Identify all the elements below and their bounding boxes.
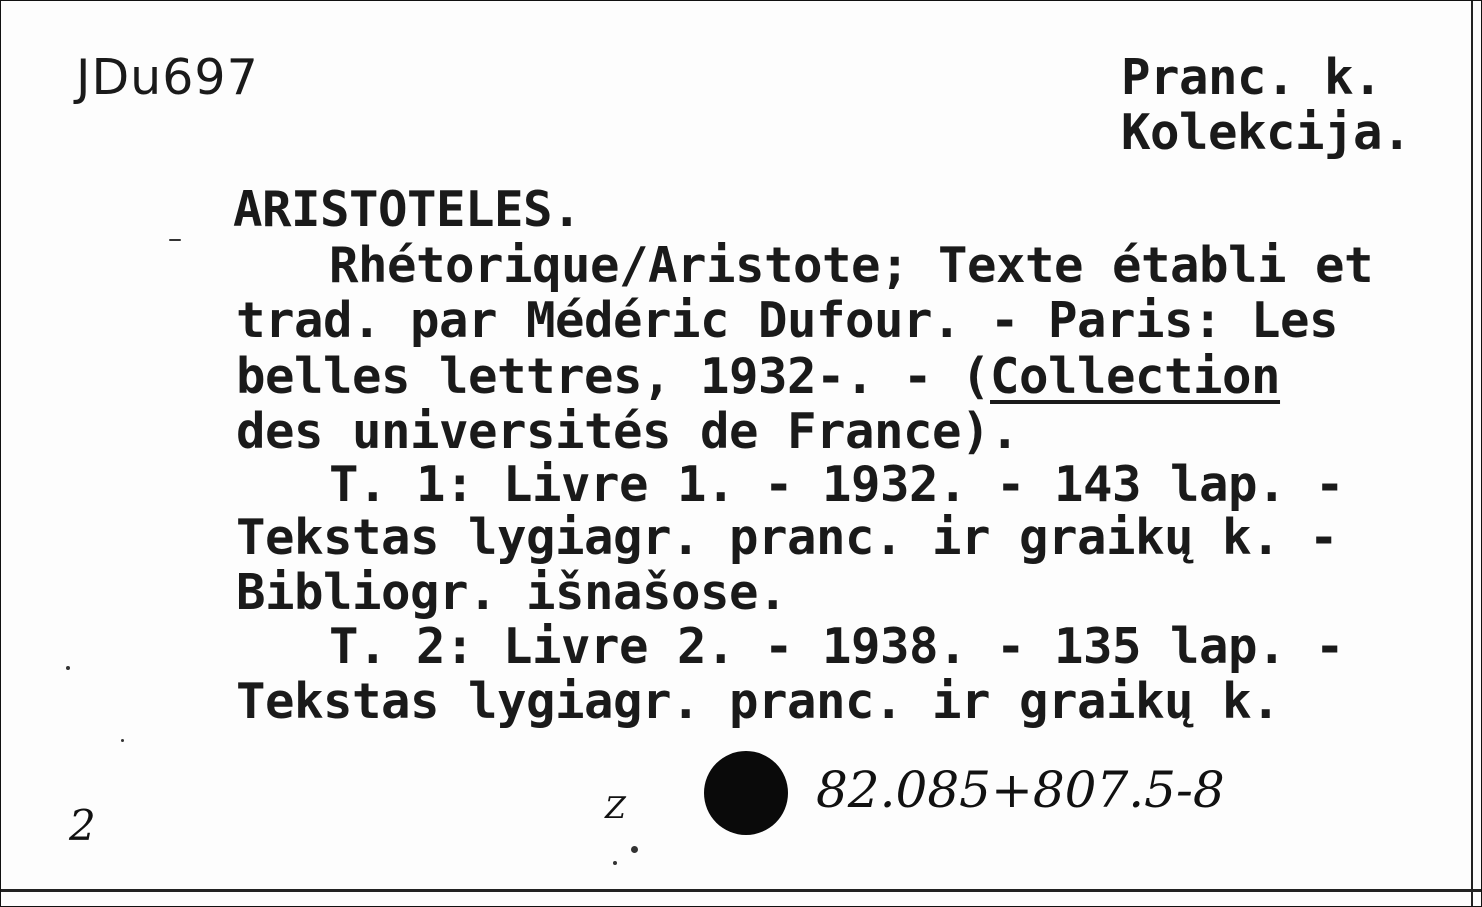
volume-2-line: T. 2: Livre 2. - 1938. - 135 lap. - (329, 618, 1345, 675)
imprint-line (236, 348, 1280, 406)
volume-1-bibliography: Bibliogr. išnašose. (236, 564, 788, 621)
collection-note: Kolekcija. (1121, 104, 1412, 161)
small-mark: Z (605, 791, 626, 826)
speck (66, 666, 70, 670)
language-note: Pranc. k. (1121, 49, 1383, 106)
call-number: JDu697 (76, 49, 259, 106)
speck (169, 239, 181, 241)
series-line: des universités de France). (236, 403, 1020, 460)
speck (631, 846, 638, 853)
speck (613, 861, 617, 865)
classification-number: 82.085+807.5-8 (816, 761, 1225, 819)
filled-circle-mark (704, 751, 788, 835)
title-line-1: Rhétorique/Aristote; Texte établi et (329, 237, 1374, 294)
volume-1-note: Tekstas lygiagr. pranc. ir graikų k. - (236, 509, 1339, 566)
volume-1-line: T. 1: Livre 1. - 1932. - 143 lap. - (329, 456, 1345, 513)
imprint-text: belles lettres, 1932-. - ( (236, 348, 991, 405)
card-bottom-edge (1, 889, 1481, 892)
title-line-2: trad. par Médéric Dufour. - Paris: Les (236, 292, 1339, 349)
series-title: Collection (990, 348, 1281, 405)
speck (121, 739, 124, 742)
author-heading: ARISTOTELES. (233, 181, 582, 238)
copy-number: 2 (69, 801, 96, 850)
volume-2-note: Tekstas lygiagr. pranc. ir graikų k. (236, 673, 1281, 730)
